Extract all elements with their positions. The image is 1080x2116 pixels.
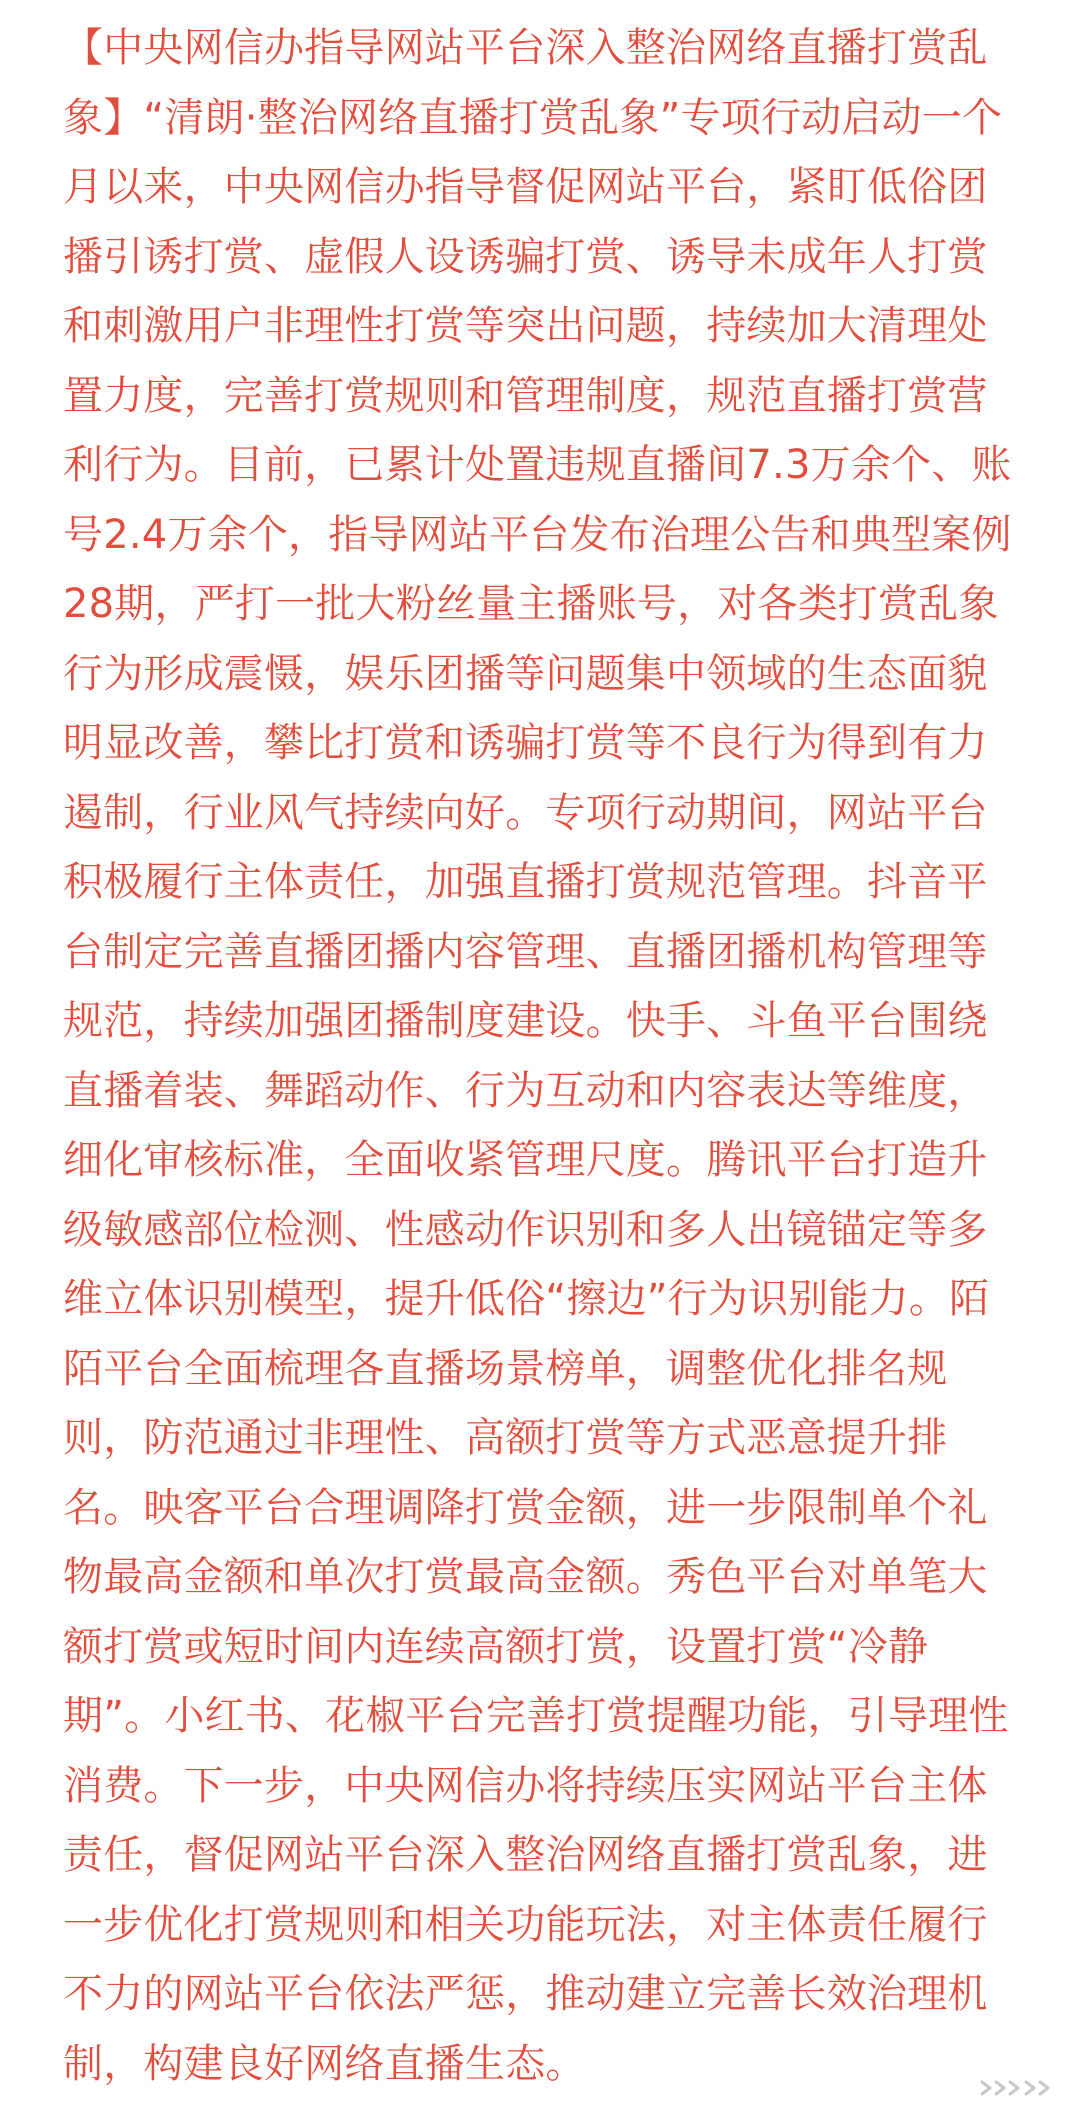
article-line: 消费。下一步，中央网信办将持续压实网站平台主体: [63, 1762, 988, 1809]
article-line: 播引诱打赏、虚假人设诱骗打赏、诱导未成年人打赏: [63, 233, 988, 280]
article-line: 【中央网信办指导网站平台深入整治网络直播打赏乱: [63, 25, 988, 71]
article-line: 责任，督促网站平台深入整治网络直播打赏乱象，进: [63, 1832, 988, 1878]
article-line: 维立体识别模型，提升低俗“擦边”行为识别能力。陌: [63, 1276, 990, 1322]
article-line: 遏制，行业风气持续向好。专项行动期间，网站平台: [63, 789, 988, 836]
article-line: 号2.4万余个，指导网站平台发布治理公告和典型案例: [63, 511, 1012, 558]
article-line: 则，防范通过非理性、高额打赏等方式恶意提升排: [63, 1415, 948, 1461]
platform-watermark: [978, 2074, 1062, 2102]
article-line: 台制定完善直播团播内容管理、直播团播机构管理等: [63, 928, 988, 975]
article-line: 行为形成震慑，娱乐团播等问题集中领域的生态面貌: [63, 650, 988, 697]
article-line: 级敏感部位检测、性感动作识别和多人出镜锚定等多: [63, 1206, 988, 1253]
news-article: [63, 14, 1053, 2099]
article-line: 不力的网站平台依法严惩，推动建立完善长效治理机: [63, 1971, 988, 2017]
watermark-logo-icon: [978, 2074, 1062, 2102]
article-line: 28期，严打一批大粉丝量主播账号，对各类打赏乱象: [63, 581, 999, 627]
article-line: 直播着装、舞蹈动作、行为互动和内容表达等维度，: [63, 1067, 988, 1114]
article-line: 额打赏或短时间内连续高额打赏，设置打赏“冷静: [63, 1623, 929, 1670]
article-line: 月以来，中央网信办指导督促网站平台，紧盯低俗团: [63, 164, 988, 210]
article-line: 象】“清朗·整治网络直播打赏乱象”专项行动启动一个: [63, 94, 1003, 141]
article-line: 利行为。目前，已累计处置违规直播间7.3万余个、账: [63, 442, 1012, 488]
article-line: 置力度，完善打赏规则和管理制度，规范直播打赏营: [63, 372, 988, 419]
article-line: 名。映客平台合理调降打赏金额，进一步限制单个礼: [63, 1484, 988, 1531]
article-line: 一步优化打赏规则和相关功能玩法，对主体责任履行: [63, 1901, 988, 1948]
article-line: 规范，持续加强团播制度建设。快手、斗鱼平台围绕: [63, 998, 988, 1044]
article-line: 和刺激用户非理性打赏等突出问题，持续加大清理处: [63, 303, 988, 349]
article-line: 明显改善，攀比打赏和诱骗打赏等不良行为得到有力: [63, 720, 988, 766]
article-line: 制，构建良好网络直播生态。: [63, 2040, 586, 2087]
article-line: 陌平台全面梳理各直播场景榜单，调整优化排名规: [63, 1345, 948, 1392]
article-line: 细化审核标准，全面收紧管理尺度。腾讯平台打造升: [63, 1137, 988, 1183]
article-line: 期”。小红书、花椒平台完善打赏提醒功能，引导理性: [63, 1693, 1009, 1739]
article-line: 物最高金额和单次打赏最高金额。秀色平台对单笔大: [63, 1554, 988, 1600]
article-line: 积极履行主体责任，加强直播打赏规范管理。抖音平: [63, 859, 988, 905]
